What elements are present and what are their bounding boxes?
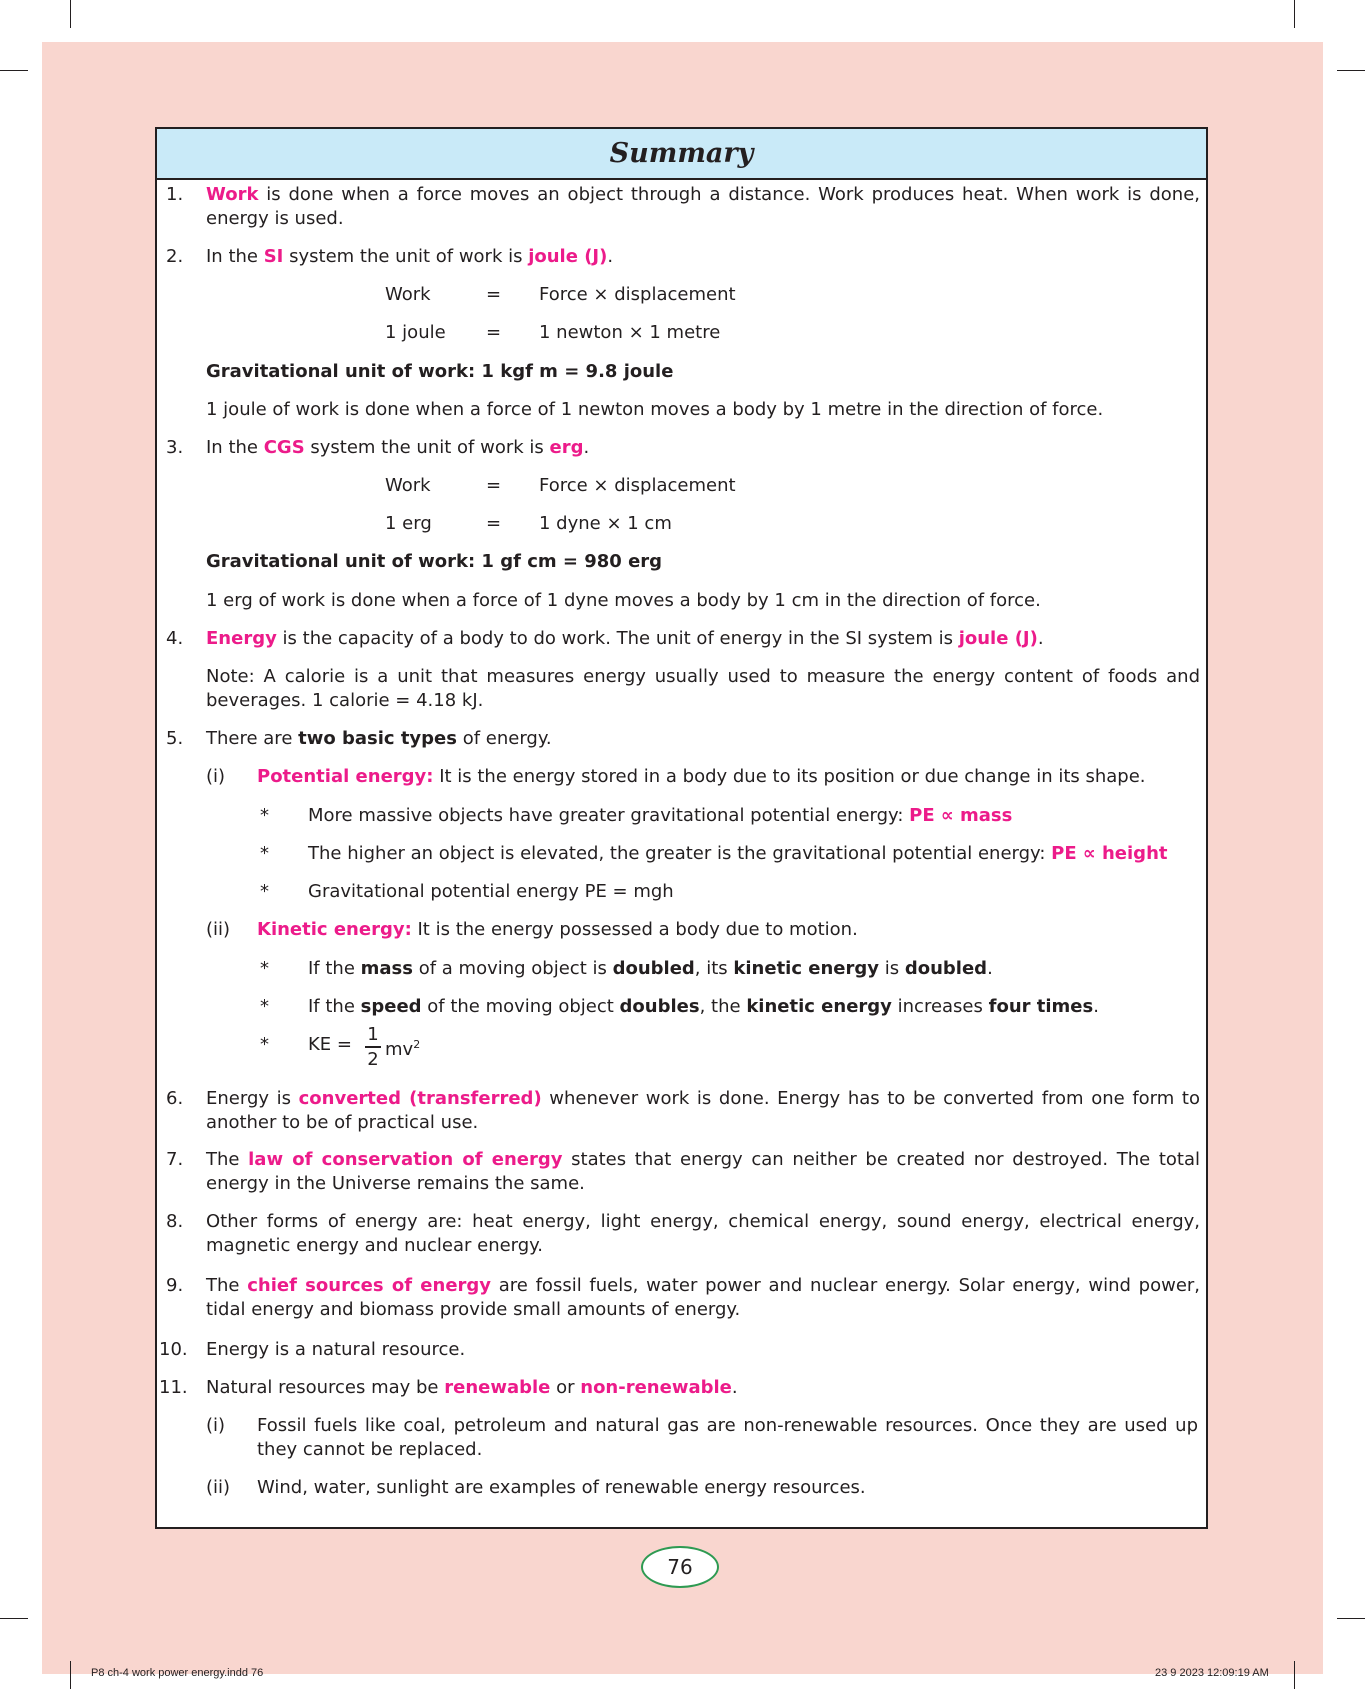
crop-mark bbox=[1337, 70, 1365, 71]
equation-lhs: 1 joule bbox=[385, 322, 446, 343]
fraction-denominator: 2 bbox=[367, 1049, 379, 1070]
equation-equals: = bbox=[486, 513, 502, 534]
footer-timestamp: 23 9 2023 12:09:19 AM bbox=[1155, 1667, 1269, 1679]
potential-energy: Potential energy: It is the energy stored in a body due to its position or due change in its shape. bbox=[257, 766, 1146, 787]
crop-mark bbox=[0, 1618, 28, 1619]
item-number: 3. bbox=[166, 437, 184, 458]
bullet: * bbox=[260, 958, 269, 979]
summary-item-5: There are two basic types of energy. bbox=[206, 728, 552, 749]
item-number: 9. bbox=[166, 1275, 184, 1296]
summary-item-6: Energy is converted (transferred) whenever work is done. Energy has to be converted from one form to another to be of practical use. bbox=[206, 1088, 1200, 1133]
summary-item-11: Natural resources may be renewable or non-renewable. bbox=[206, 1377, 738, 1398]
equation-rhs: Force × displacement bbox=[539, 475, 736, 496]
renewable-point: Wind, water, sunlight are examples of renewable energy resources. bbox=[257, 1477, 866, 1498]
equation-rhs: Force × displacement bbox=[539, 284, 736, 305]
summary-item-9: The chief sources of energy are fossil fuels, water power and nuclear energy. Solar energy, wind power, tidal energy and biomass provide small amounts of energy. bbox=[206, 1275, 1201, 1320]
bullet: * bbox=[260, 881, 269, 902]
item-number: 1. bbox=[166, 184, 184, 205]
equation-equals: = bbox=[486, 284, 502, 305]
item-number: 5. bbox=[166, 728, 184, 749]
gravitational-unit-si: Gravitational unit of work: 1 kgf m = 9.8 joule bbox=[206, 361, 674, 382]
summary-title: Summary bbox=[609, 138, 754, 169]
sub-number: (ii) bbox=[206, 919, 231, 940]
pe-height-point: The higher an object is elevated, the greater is the gravitational potential energy: PE ∝ height bbox=[308, 843, 1168, 864]
gravitational-unit-cgs: Gravitational unit of work: 1 gf cm = 980 erg bbox=[206, 551, 663, 572]
summary-item-2: In the SI system the unit of work is joule (J). bbox=[206, 246, 614, 267]
erg-definition: 1 erg of work is done when a force of 1 dyne moves a body by 1 cm in the direction of force. bbox=[206, 590, 1041, 611]
ke-speed-point: If the speed of the moving object doubles, the kinetic energy increases four times. bbox=[308, 996, 1099, 1017]
summary-item-10: Energy is a natural resource. bbox=[206, 1339, 466, 1360]
crop-mark bbox=[70, 0, 71, 28]
crop-mark bbox=[70, 1661, 71, 1689]
page-number: 76 bbox=[667, 1555, 693, 1579]
equation-equals: = bbox=[486, 475, 502, 496]
summary-item-1: Work is done when a force moves an object through a distance. Work produces heat. When work is done, energy is used. bbox=[206, 184, 1200, 229]
bullet: * bbox=[260, 996, 269, 1017]
item-number: 6. bbox=[166, 1088, 184, 1109]
equation-rhs: 1 dyne × 1 cm bbox=[539, 513, 672, 534]
item-number: 8. bbox=[166, 1211, 184, 1232]
item-number: 11. bbox=[159, 1377, 188, 1398]
item-number: 7. bbox=[166, 1149, 184, 1170]
non-renewable-point: Fossil fuels like coal, petroleum and natural gas are non-renewable resources. Once they are used up they cannot be replaced. bbox=[257, 1415, 1198, 1460]
sub-number: (i) bbox=[206, 1415, 226, 1436]
page-number-badge bbox=[641, 1546, 719, 1588]
crop-mark bbox=[1294, 0, 1295, 28]
bullet: * bbox=[260, 843, 269, 864]
summary-item-8: Other forms of energy are: heat energy, light energy, chemical energy, sound energy, electrical energy, magnetic energy and nuclear energy. bbox=[206, 1211, 1200, 1256]
fraction-bar bbox=[365, 1046, 381, 1048]
summary-header bbox=[157, 129, 1206, 180]
summary-item-3: In the CGS system the unit of work is erg. bbox=[206, 437, 590, 458]
equation-lhs: Work bbox=[385, 475, 431, 496]
item-number: 4. bbox=[166, 628, 184, 649]
equation-equals: = bbox=[486, 322, 502, 343]
item-number: 2. bbox=[166, 246, 184, 267]
ke-mass-point: If the mass of a moving object is doubled, its kinetic energy is doubled. bbox=[308, 958, 993, 979]
equation-rhs: 1 newton × 1 metre bbox=[539, 322, 721, 343]
fraction-numerator: 1 bbox=[367, 1024, 379, 1045]
bullet: * bbox=[260, 805, 269, 826]
crop-mark bbox=[1294, 1661, 1295, 1689]
crop-mark bbox=[1337, 1618, 1365, 1619]
equation-lhs: Work bbox=[385, 284, 431, 305]
item-number: 10. bbox=[159, 1339, 188, 1360]
ke-formula-lhs: KE = bbox=[308, 1034, 352, 1055]
crop-mark bbox=[0, 70, 28, 71]
joule-definition: 1 joule of work is done when a force of 1 newton moves a body by 1 metre in the direction of force. bbox=[206, 399, 1104, 420]
bullet: * bbox=[260, 1034, 269, 1055]
ke-formula-rhs: $mv^2$ bbox=[385, 1038, 421, 1060]
calorie-note: Note: A calorie is a unit that measures energy usually used to measure the energy content of foods and beverages. 1 calorie = 4.18 kJ. bbox=[206, 666, 1200, 711]
pe-mass-point: More massive objects have greater gravitational potential energy: PE ∝ mass bbox=[308, 805, 1013, 826]
summary-item-4: Energy is the capacity of a body to do work. The unit of energy in the SI system is joule (J). bbox=[206, 628, 1044, 649]
equation-lhs: 1 erg bbox=[385, 513, 432, 534]
sub-number: (ii) bbox=[206, 1477, 231, 1498]
kinetic-energy: Kinetic energy: It is the energy possessed a body due to motion. bbox=[257, 919, 858, 940]
pe-formula-point: Gravitational potential energy PE = mgh bbox=[308, 881, 674, 902]
footer-filename: P8 ch-4 work power energy.indd 76 bbox=[91, 1667, 264, 1679]
sub-number: (i) bbox=[206, 766, 226, 787]
summary-item-7: The law of conservation of energy states that energy can neither be created nor destroyed. The total energy in the Universe remains the same. bbox=[206, 1149, 1201, 1194]
